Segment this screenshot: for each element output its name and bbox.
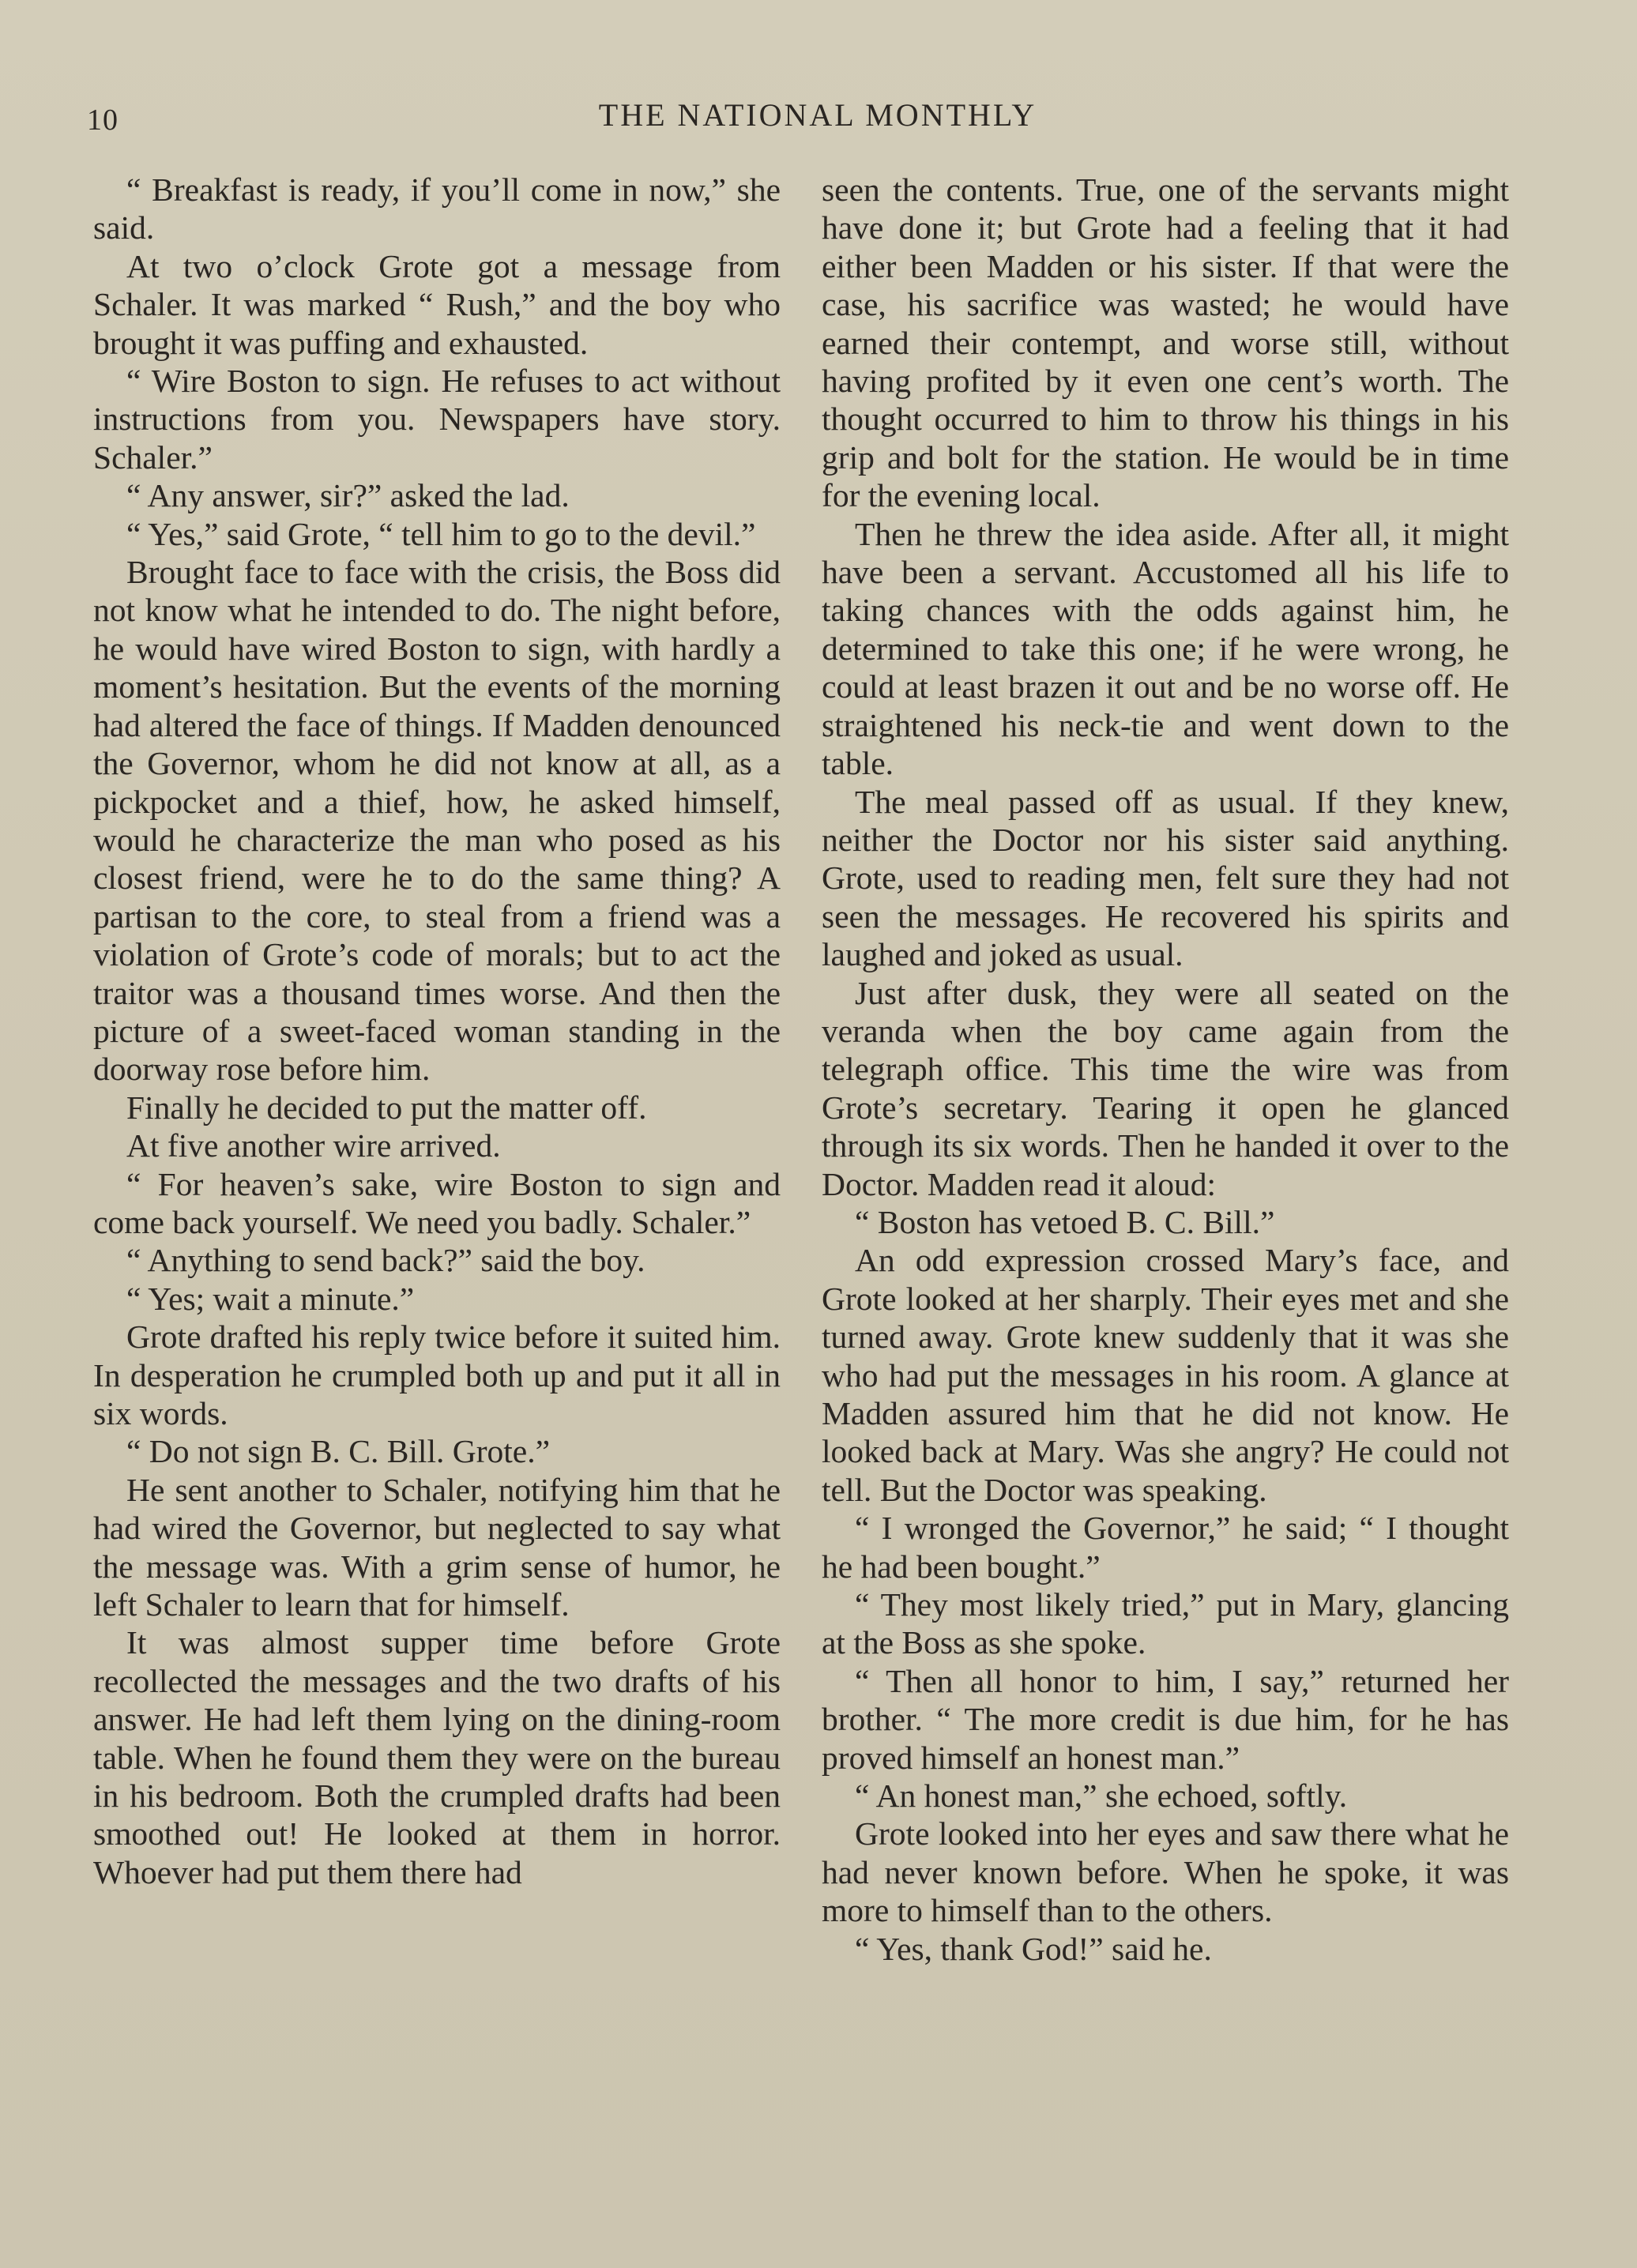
paragraph: “ Anything to send back?” said the boy. [126,1242,645,1279]
paragraph: Just after dusk, they were all seated on the veranda when the boy came again from the telegraph office. This time the wire was from Grote’s secretary. Tearing it open he glanced through its six words. Then he handed it over to the Doctor. Madden read it aloud: [822,974,1509,1202]
paragraph: Grote looked into her eyes and saw there what he had never known before. When he spoke, it was more to himself than to the others. [822,1815,1509,1929]
paragraph: “ For heaven’s sake, wire Boston to sign and come back yourself. We need you badly. Schaler.” [93,1165,781,1240]
paragraph: “ I wronged the Governor,” he said; “ I thought he had been bought.” [822,1510,1509,1585]
paragraph: An odd expression crossed Mary’s face, and Grote looked at her sharply. Their eyes met and she turned away. Grote knew suddenly that it was she who had put the messages in his room. A glance at Madden assured him that he did not know. He looked back at Mary. Was she angry? He could not tell. But the Doctor was speaking. [822,1242,1509,1508]
paragraph: “ They most likely tried,” put in Mary, glancing at the Boss as she spoke. [822,1586,1509,1661]
left-column [93,171,781,1891]
paragraph: “ Yes; wait a minute.” [126,1280,415,1317]
paragraph: “ Wire Boston to sign. He refuses to act without instructions from you. Newspapers have story. Schaler.” [93,363,781,476]
paragraph: Brought face to face with the crisis, the Boss did not know what he intended to do. The night before, he would have wired Boston to sign, with hardly a moment’s hesitation. But the events of the morning had altered the face of things. If Madden denounced the Governor, whom he did not know at all, as a pickpocket and a thief, how, he asked himself, would he characterize the man who posed as his closest friend, were he to do the same thing? A partisan to the core, to steal from a friend was a violation of Grote’s code of morals; but to act the traitor was a thousand times worse. And then the picture of a sweet-faced woman standing in the doorway rose before him. [93,554,781,1088]
paragraph: “ Then all honor to him, I say,” returned her brother. “ The more credit is due him, for he has proved himself an honest man.” [822,1662,1509,1776]
paragraph: “ Boston has vetoed B. C. Bill.” [855,1203,1275,1240]
page-number: 10 [87,103,119,137]
paragraph: Finally he decided to put the matter off. [126,1089,647,1126]
right-column [822,171,1509,1968]
paragraph: Grote drafted his reply twice before it suited him. In desperation he crumpled both up and put it all in six words. [93,1318,781,1431]
paragraph: seen the contents. True, one of the servants might have done it; but Grote had a feeling that it had either been Madden or his sister. If that were the case, his sacrifice was wasted; he would have earned their contempt, and worse still, without having profited by it even one cent’s worth. The thought occurred to him to throw his things in his grip and bolt for the station. He would be in time for the evening local. [822,171,1509,514]
running-title: THE NATIONAL MONTHLY [598,97,1037,133]
paragraph: “ Any answer, sir?” asked the lad. [126,477,570,514]
paragraph: At two o’clock Grote got a message from Schaler. It was marked “ Rush,” and the boy who brought it was puffing and exhausted. [93,247,781,361]
page-header [87,93,1549,141]
paragraph: “ Do not sign B. C. Bill. Grote.” [126,1433,551,1470]
paragraph: The meal passed off as usual. If they knew, neither the Doctor nor his sister said anything. Grote, used to reading men, felt sure they had not seen the messages. He recovered his spirits and laughed and joked as usual. [822,783,1509,973]
paragraph: He sent another to Schaler, notifying him that he had wired the Governor, but neglected to say what the message was. With a grim sense of humor, he left Schaler to learn that for himself. [93,1471,781,1623]
paragraph: “ An honest man,” she echoed, softly. [855,1777,1348,1815]
paragraph: “ Breakfast is ready, if you’ll come in now,” she said. [93,171,781,246]
paragraph: Then he threw the idea aside. After all, it might have been a servant. Accustomed all his life to taking chances with the odds against him, he determined to take this one; if he were wrong, he could at least brazen it out and be no worse off. He straightened his neck-tie and went down to the table. [822,515,1509,782]
paragraph: At five another wire arrived. [126,1127,501,1164]
paragraph: “ Yes,” said Grote, “ tell him to go to the devil.” [126,515,756,552]
paragraph: It was almost supper time before Grote recollected the messages and the two drafts of his answer. He had left them lying on the dining-room table. When he found them they were on the bureau in his bedroom. Both the crumpled drafts had been smoothed out! He looked at them in horror. Whoever had put them there had [93,1624,781,1890]
paragraph: “ Yes, thank God!” said he. [855,1930,1212,1967]
